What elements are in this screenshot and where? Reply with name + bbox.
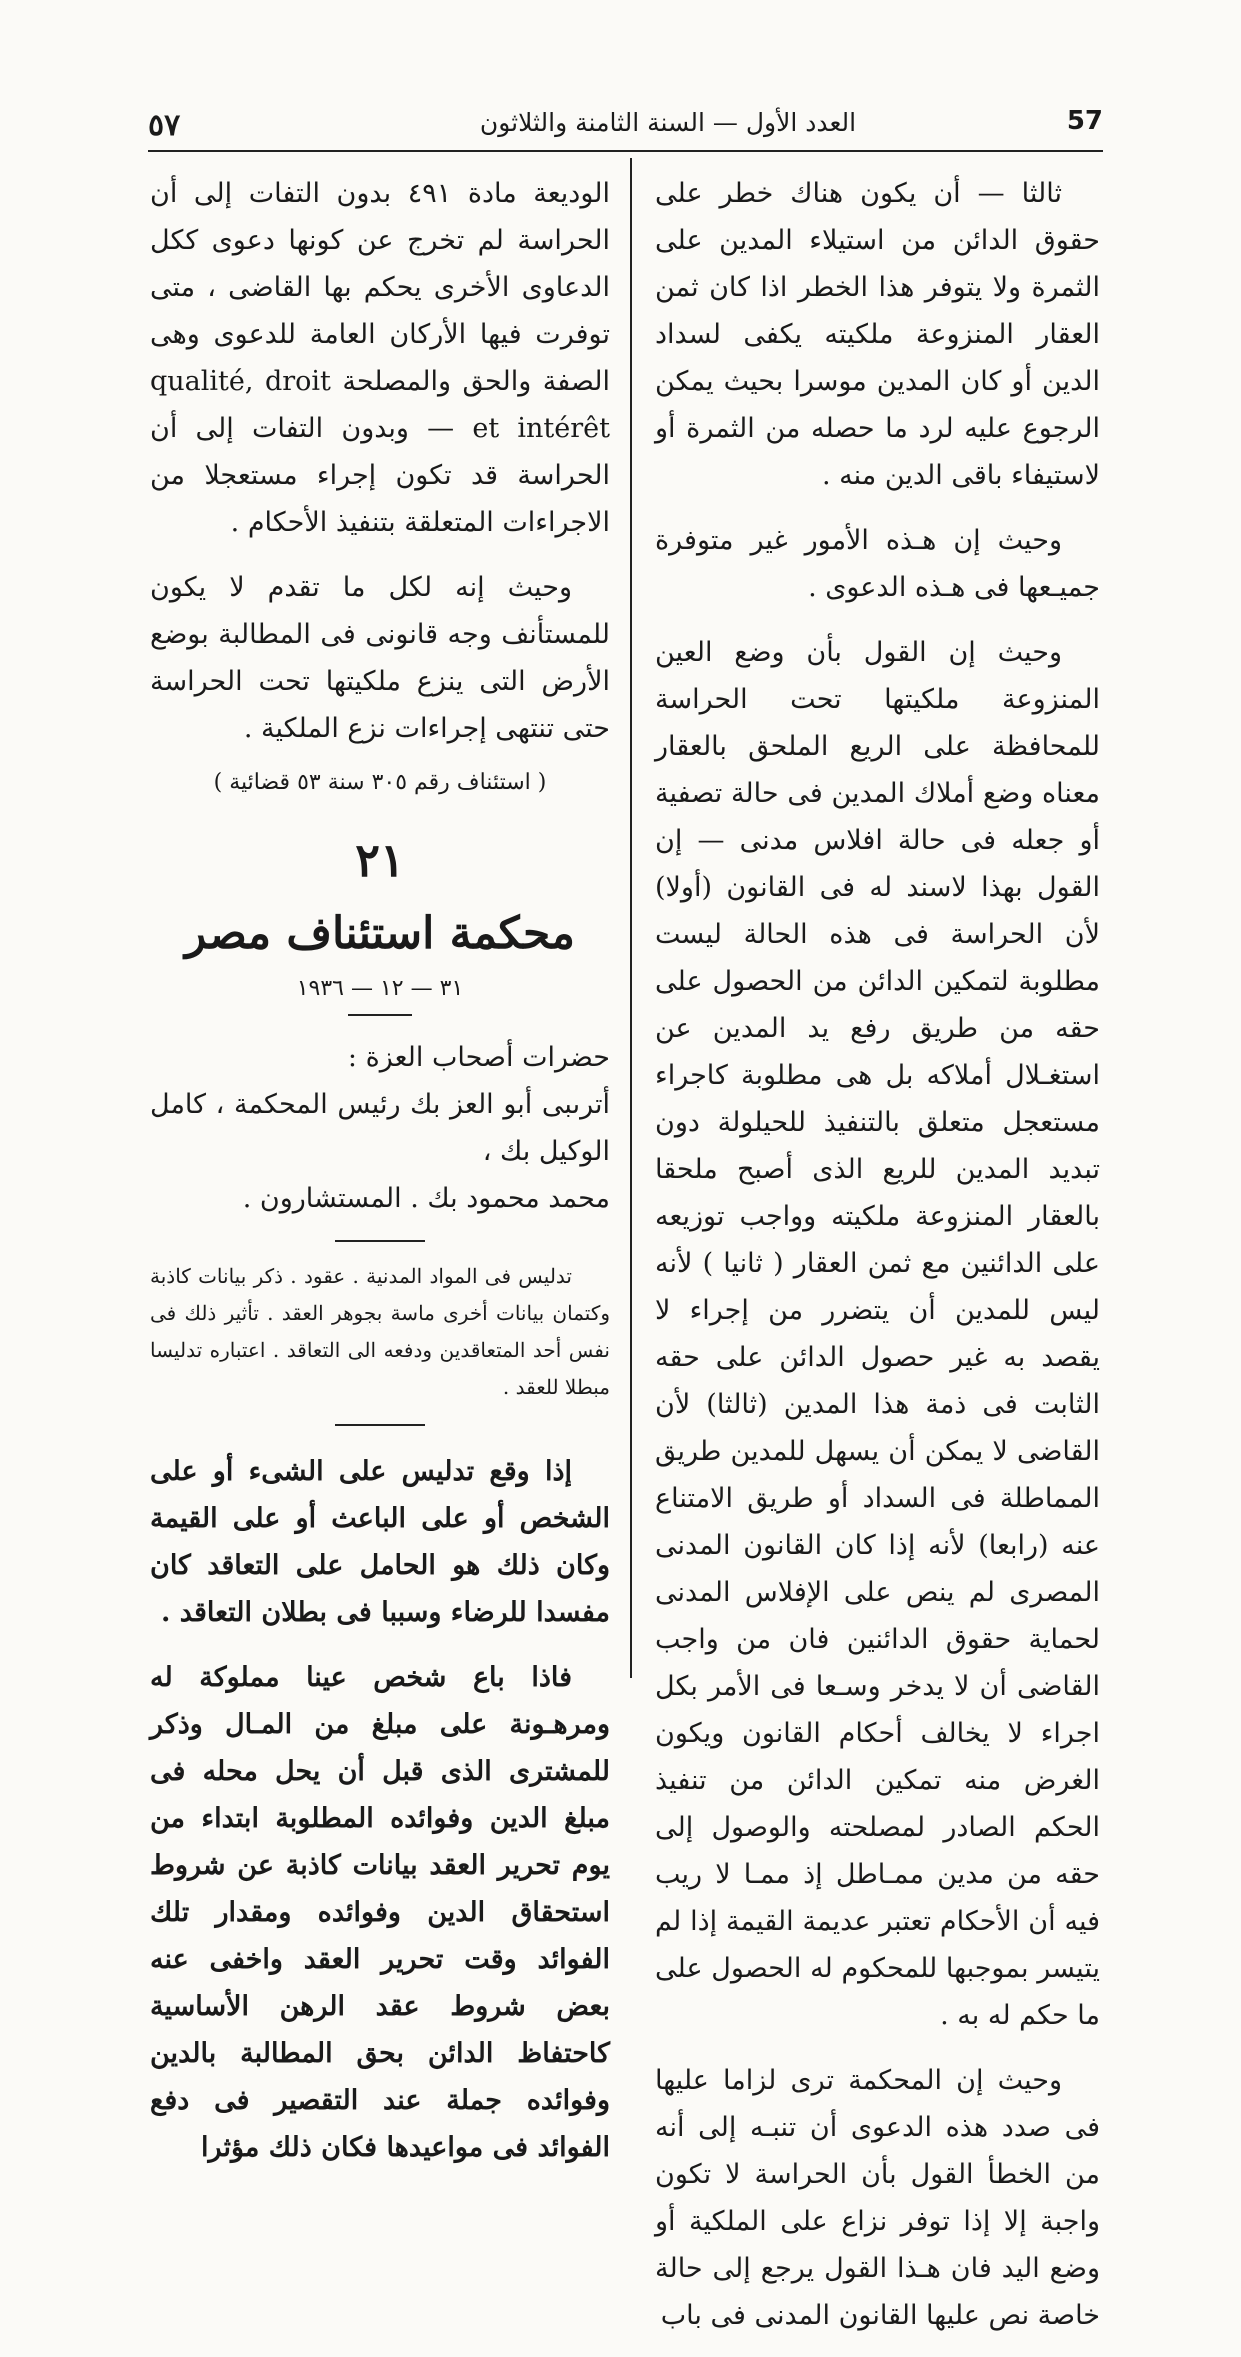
judges-heading: حضرات أصحاب العزة : (347, 1042, 610, 1073)
court-name: محكمة استئناف مصر (185, 908, 575, 959)
paragraph: وحيث إن المحكمة ترى لزاما عليها فى صدد هذه الدعوى أن تنبـه إلى أنه من الخطأ القول بأن الحراسة لا تكون واجبة إلا إذا توفر نزاع على الملكية أو وضع اليد فان هـذا القول يرجع إلى حالة خاصة نص عليها القانون المدنى فى باب (655, 2065, 1100, 2331)
appeal-citation: ( استئناف رقم ٣٠٥ سنة ٥٣ قضائية ) (213, 770, 547, 795)
section-rule (335, 1240, 425, 1242)
column-divider (630, 158, 632, 1678)
section-rule (335, 1424, 425, 1426)
date-rule (348, 1014, 412, 1016)
paragraph: وحيث إن هـذه الأمور غير متوفرة جميـعها فى هـذه الدعوى . (655, 525, 1100, 603)
page-header (148, 104, 1103, 144)
page-number-arabic: ٥٧ (148, 108, 181, 143)
page-number-latin: 57 (1066, 106, 1103, 136)
running-title: العدد الأول — السنة الثامنة والثلاثون (479, 108, 857, 137)
left-column (150, 170, 610, 2189)
judges-block (150, 1034, 610, 1222)
legal-principle: فاذا باع شخص عينا مملوكة له ومرهـونة على مبلغ من المـال وذكر للمشترى الذى قبل أن يحل محله فى مبلغ الدين وفوائده المطلوبة ابتداء من يوم تحرير العقد بيانات كاذبة عن شروط استحقاق الدين وفوائده ومقدار تلك الفوائد وقت تحرير العقد واخفى عنه بعض شروط عقد الرهن الأساسية كاحتفاظ الدائن بحق المطالبة بالدين وفوائده جملة عند التقصير فى دفع الفوائد فى مواعيدها فكان ذلك مؤثرا (150, 1662, 610, 2163)
judges-line: أترىبى أبو العز بك رئيس المحكمة ، كامل الوكيل بك ، (150, 1089, 610, 1167)
paragraph: وحيث إن القول بأن وضع العين المنزوعة ملكيتها تحت الحراسة للمحافظة على الريع الملحق بالعقار معناه وضع أملاك المدين فى حالة تصفية أو جعله فى حالة افلاس مدنى — إن القول بهذا لاسند له فى القانون (أولا) لأن الحراسة فى هذه الحالة ليست مطلوبة لتمكين الدائن من الحصول على حقه من طريق رفع يد المدين عن استغـلال أملاكه بل هى مطلوبة كاجراء مستعجل متعلق بالتنفيذ للحيلولة دون تبديد المدين للريع الذى أصبح ملحقا بالعقار المنزوعة ملكيته وواجب توزيعه على الدائنين مع ثمن العقار ( ثانيا ) لأنه ليس للمدين أن يتضرر من إجراء لا يقصد به غير حصول الدائن على حقه الثابت فى ذمة هذا المدين (ثالثا) لأن القاضى لا يمكن أن يسهل للمدين طريق المماطلة فى السداد أو طريق الامتناع عنه (رابعا) لأنه إذا كان القانون المدنى المصرى لم ينص على الإفلاس المدنى لحماية حقوق الدائنين فان من واجب القاضى أن لا يدخر وسـعا فى الأمر بكل اجراء لا يخالف أحكام القانون ويكون الغرض منه تمكين الدائن من تنفيذ الحكم الصادر لمصلحته والوصول إلى حقه من مدين ممـاطل إذ ممـا لا ريب فيه أن الأحكام تعتبر عديمة القيمة إذا لم يتيسر بموجبها للمحكوم له الحصول على ما حكم له به . (655, 637, 1100, 2031)
legal-principle: إذا وقع تدليس على الشىء أو على الشخص أو على الباعث أو على القيمة وكان ذلك هو الحامل على التعاقد كان مفسدا للرضاء وسببا فى بطلان التعاقد . (150, 1456, 610, 1628)
paragraph: ثالثا — أن يكون هناك خطر على حقوق الدائن من استيلاء المدين على الثمرة ولا يتوفر هذا الخطر اذا كان ثمن العقار المنزوعة ملكيته يكفى لسداد الدين أو كان المدين موسرا بحيث يمكن الرجوع عليه لرد ما حصله من الثمرة أو لاستيفاء باقى الدين منه . (655, 178, 1100, 491)
case-number: ٢١ (355, 833, 405, 887)
right-column (655, 170, 1100, 2357)
header-rule (148, 150, 1103, 152)
paragraph: الوديعة مادة ٤٩١ بدون التفات إلى أن الحراسة لم تخرج عن كونها دعوى ككل الدعاوى الأخرى يحكم بها القاضى ، متى توفرت فيها الأركان العامة للدعوى وهى الصفة والحق والمصلحة qualité, droit et intérêt — وبدون التفات إلى أن الحراسة قد تكون إجراء مستعجلا من الاجراءات المتعلقة بتنفيذ الأحكام . (150, 178, 611, 538)
paragraph: وحيث إنه لكل ما تقدم لا يكون للمستأنف وجه قانونى فى المطالبة بوضع الأرض التى ينزع ملكيتها تحت الحراسة حتى تنتهى إجراءات نزع الملكية . (150, 572, 610, 744)
judgment-date: ٣١ — ١٢ — ١٩٣٦ (296, 976, 464, 1001)
judges-line: محمد محمود بك . المستشارون . (242, 1183, 610, 1214)
keywords: تدليس فى المواد المدنية . عقود . ذكر بيانات كاذبة وكتمان بيانات أخرى ماسة بجوهر العقد . تأثير ذلك فى نفس أحد المتعاقدين ودفعه الى التعاقد . اعتباره تدليسا مبطلا للعقد . (150, 1264, 610, 1399)
